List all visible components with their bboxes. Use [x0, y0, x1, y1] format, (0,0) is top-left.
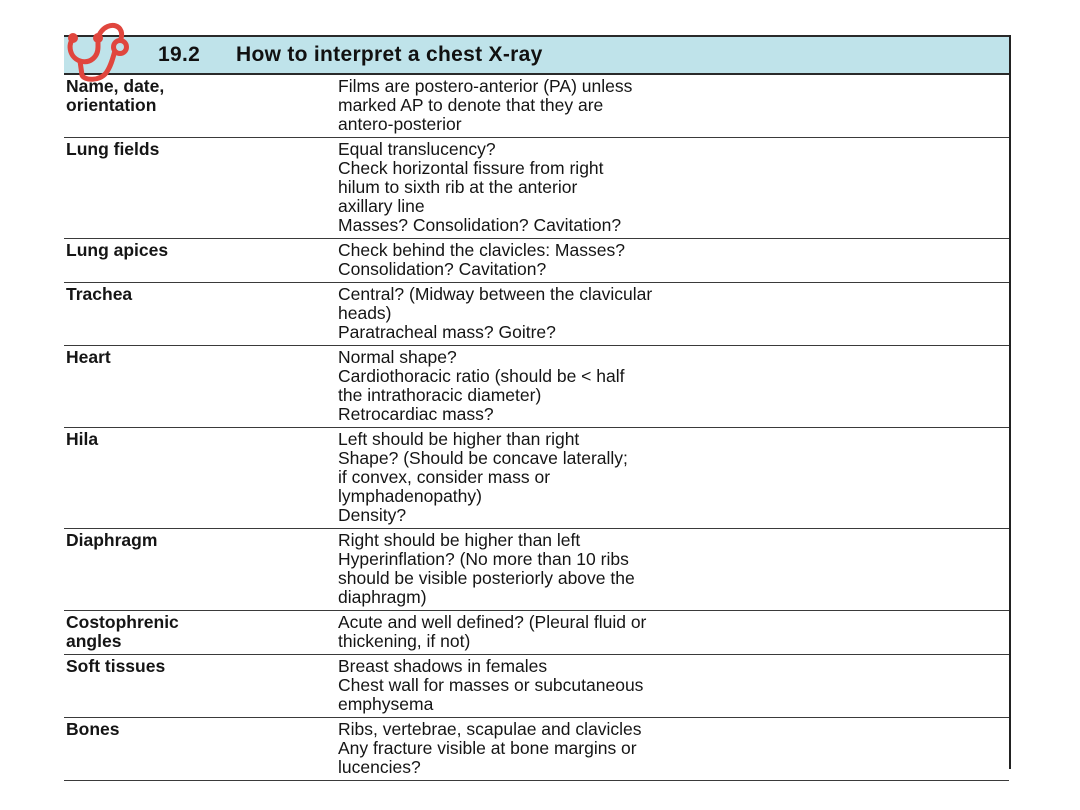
- row-label: Bones: [64, 718, 338, 781]
- table-row: [64, 718, 1009, 781]
- row-description: Left should be higher than right Shape? (Should be concave laterally; if convex, consider mass or lymphadenopathy) Density?: [338, 428, 1009, 529]
- row-description: Films are postero-anterior (PA) unless marked AP to denote that they are antero-posterior: [338, 75, 1009, 138]
- box-title: How to interpret a chest X-ray: [236, 43, 543, 66]
- table-row: [64, 283, 1009, 346]
- info-box: [64, 35, 1011, 777]
- interpretation-table: [64, 75, 1009, 781]
- row-label: Diaphragm: [64, 529, 338, 611]
- row-label: Soft tissues: [64, 655, 338, 718]
- box-header: [64, 35, 1009, 75]
- stethoscope-icon: [60, 17, 138, 83]
- table-row: [64, 655, 1009, 718]
- table-row: [64, 239, 1009, 283]
- row-label: Hila: [64, 428, 338, 529]
- table-row: [64, 138, 1009, 239]
- row-description: Central? (Midway between the clavicular heads) Paratracheal mass? Goitre?: [338, 283, 1009, 346]
- row-label: Trachea: [64, 283, 338, 346]
- table-row: [64, 428, 1009, 529]
- row-description: Check behind the clavicles: Masses? Consolidation? Cavitation?: [338, 239, 1009, 283]
- table-row: [64, 529, 1009, 611]
- table-row: [64, 75, 1009, 138]
- row-label: Heart: [64, 346, 338, 428]
- row-label: Costophrenic angles: [64, 611, 338, 655]
- row-label: Name, date, orientation: [64, 75, 338, 138]
- table-row: [64, 611, 1009, 655]
- row-label: Lung apices: [64, 239, 338, 283]
- row-description: Breast shadows in females Chest wall for masses or subcutaneous emphysema: [338, 655, 1009, 718]
- row-description: Equal translucency? Check horizontal fissure from right hilum to sixth rib at the anterior axillary line Masses? Consolidation? Cavitation?: [338, 138, 1009, 239]
- row-description: Acute and well defined? (Pleural fluid or thickening, if not): [338, 611, 1009, 655]
- row-label: Lung fields: [64, 138, 338, 239]
- table-row: [64, 346, 1009, 428]
- box-number: 19.2: [158, 43, 201, 66]
- row-description: Right should be higher than left Hyperinflation? (No more than 10 ribs should be visible posteriorly above the diaphragm): [338, 529, 1009, 611]
- row-description: Normal shape? Cardiothoracic ratio (should be < half the intrathoracic diameter) Retrocardiac mass?: [338, 346, 1009, 428]
- row-description: Ribs, vertebrae, scapulae and clavicles Any fracture visible at bone margins or lucencies?: [338, 718, 1009, 781]
